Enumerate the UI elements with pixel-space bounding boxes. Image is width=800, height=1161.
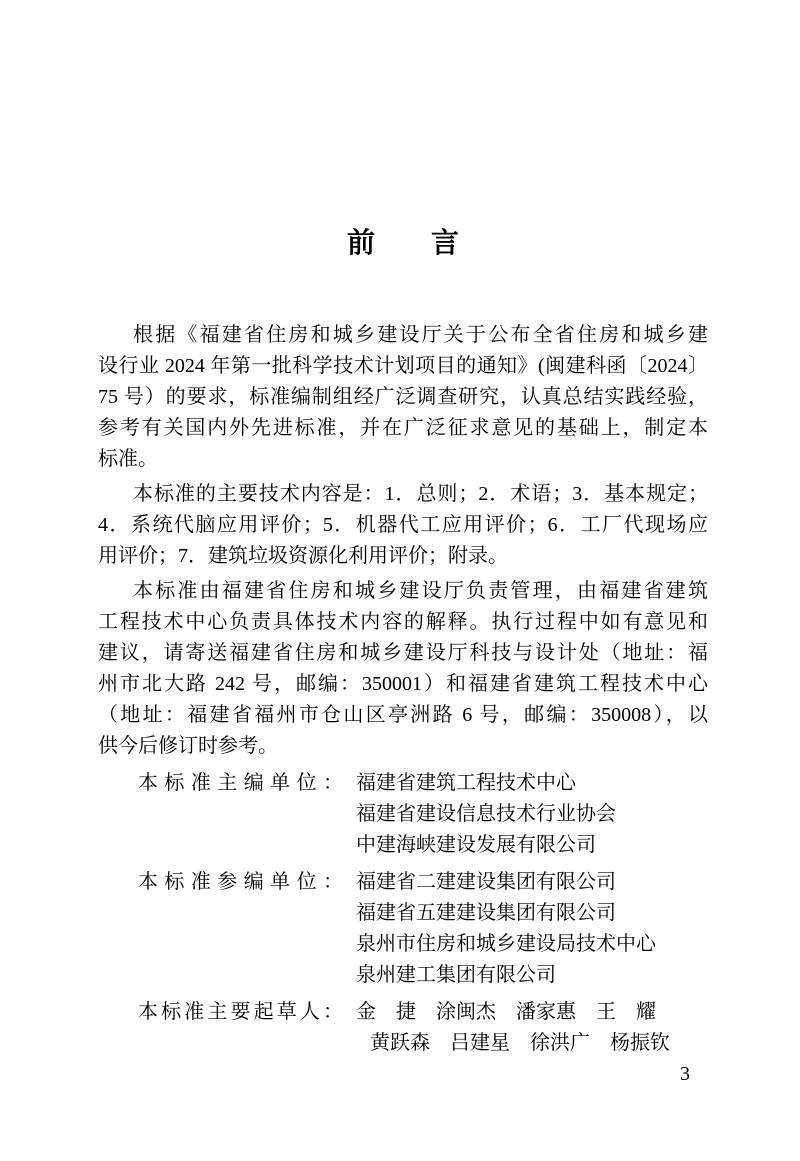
document-page [98, 228, 708, 1059]
unit-value: 福建省建设信息技术行业协会 [356, 803, 616, 825]
unit-value: 福建省二建建设集团有限公司 [356, 871, 616, 893]
drafter-names-row: 金 捷 涂闽杰 潘家惠 王 耀 [356, 1001, 656, 1023]
paragraph-line: 设行业 2024 年第一批科学技术计划项目的通知》(闽建科函〔2024〕 [98, 355, 708, 377]
page-number: 3 [680, 1063, 690, 1085]
unit-label: 本标准主编单位： [138, 772, 343, 794]
paragraph-line: 标准。 [98, 448, 158, 470]
unit-value: 泉州市住房和城乡建设局技术中心 [356, 933, 656, 955]
document-body [98, 320, 708, 1059]
paragraph-line: （地址：福建省福州市仓山区亭洲路 6 号，邮编：350008），以 [98, 704, 708, 726]
unit-value: 中建海峡建设发展有限公司 [356, 834, 596, 856]
paragraph-line: 工程技术中心负责具体技术内容的解释。执行过程中如有意见和 [98, 611, 708, 633]
unit-value-list [356, 768, 616, 861]
paragraph-line: 建议，请寄送福建省住房和城乡建设厅科技与设计处（地址：福 [98, 642, 708, 664]
paragraph-line: 供今后修订时参考。 [98, 735, 278, 757]
unit-value: 福建省五建建设集团有限公司 [356, 902, 616, 924]
chief-editor-unit-section [98, 768, 708, 861]
preface-paragraph-1 [98, 320, 708, 475]
unit-label: 本标准主要起草人： [138, 1001, 343, 1023]
unit-value: 福建省建筑工程技术中心 [356, 772, 576, 794]
unit-value-list [356, 867, 656, 991]
preface-paragraph-2 [98, 479, 708, 572]
unit-value-list [356, 997, 670, 1059]
paragraph-line: 州市北大路 242 号，邮编：350001）和福建省建筑工程技术中心 [98, 673, 708, 695]
paragraph-line: 参考有关国内外先进标准，并在广泛征求意见的基础上，制定本 [98, 417, 708, 439]
page-title: 前 言 [346, 228, 459, 259]
paragraph-line: 本标准由福建省住房和城乡建设厅负责管理，由福建省建筑 [133, 580, 708, 602]
paragraph-line: 4．系统代脑应用评价；5．机器代工应用评价；6．工厂代现场应 [98, 514, 708, 536]
preface-paragraph-3 [98, 576, 708, 762]
unit-label: 本标准参编单位： [138, 871, 343, 893]
participating-unit-section [98, 867, 708, 991]
paragraph-line: 75 号）的要求，标准编制组经广泛调查研究，认真总结实践经验， [98, 386, 708, 408]
drafters-section [98, 997, 708, 1059]
paragraph-line: 用评价；7．建筑垃圾资源化利用评价；附录。 [98, 545, 508, 567]
drafter-names-row: 黄跃森 吕建星 徐洪广 杨振钦 [370, 1032, 670, 1054]
paragraph-line: 根据《福建省住房和城乡建设厅关于公布全省住房和城乡建 [133, 324, 708, 346]
paragraph-line: 本标准的主要技术内容是：1．总则；2．术语；3．基本规定； [133, 483, 708, 505]
unit-value: 泉州建工集团有限公司 [356, 964, 556, 986]
